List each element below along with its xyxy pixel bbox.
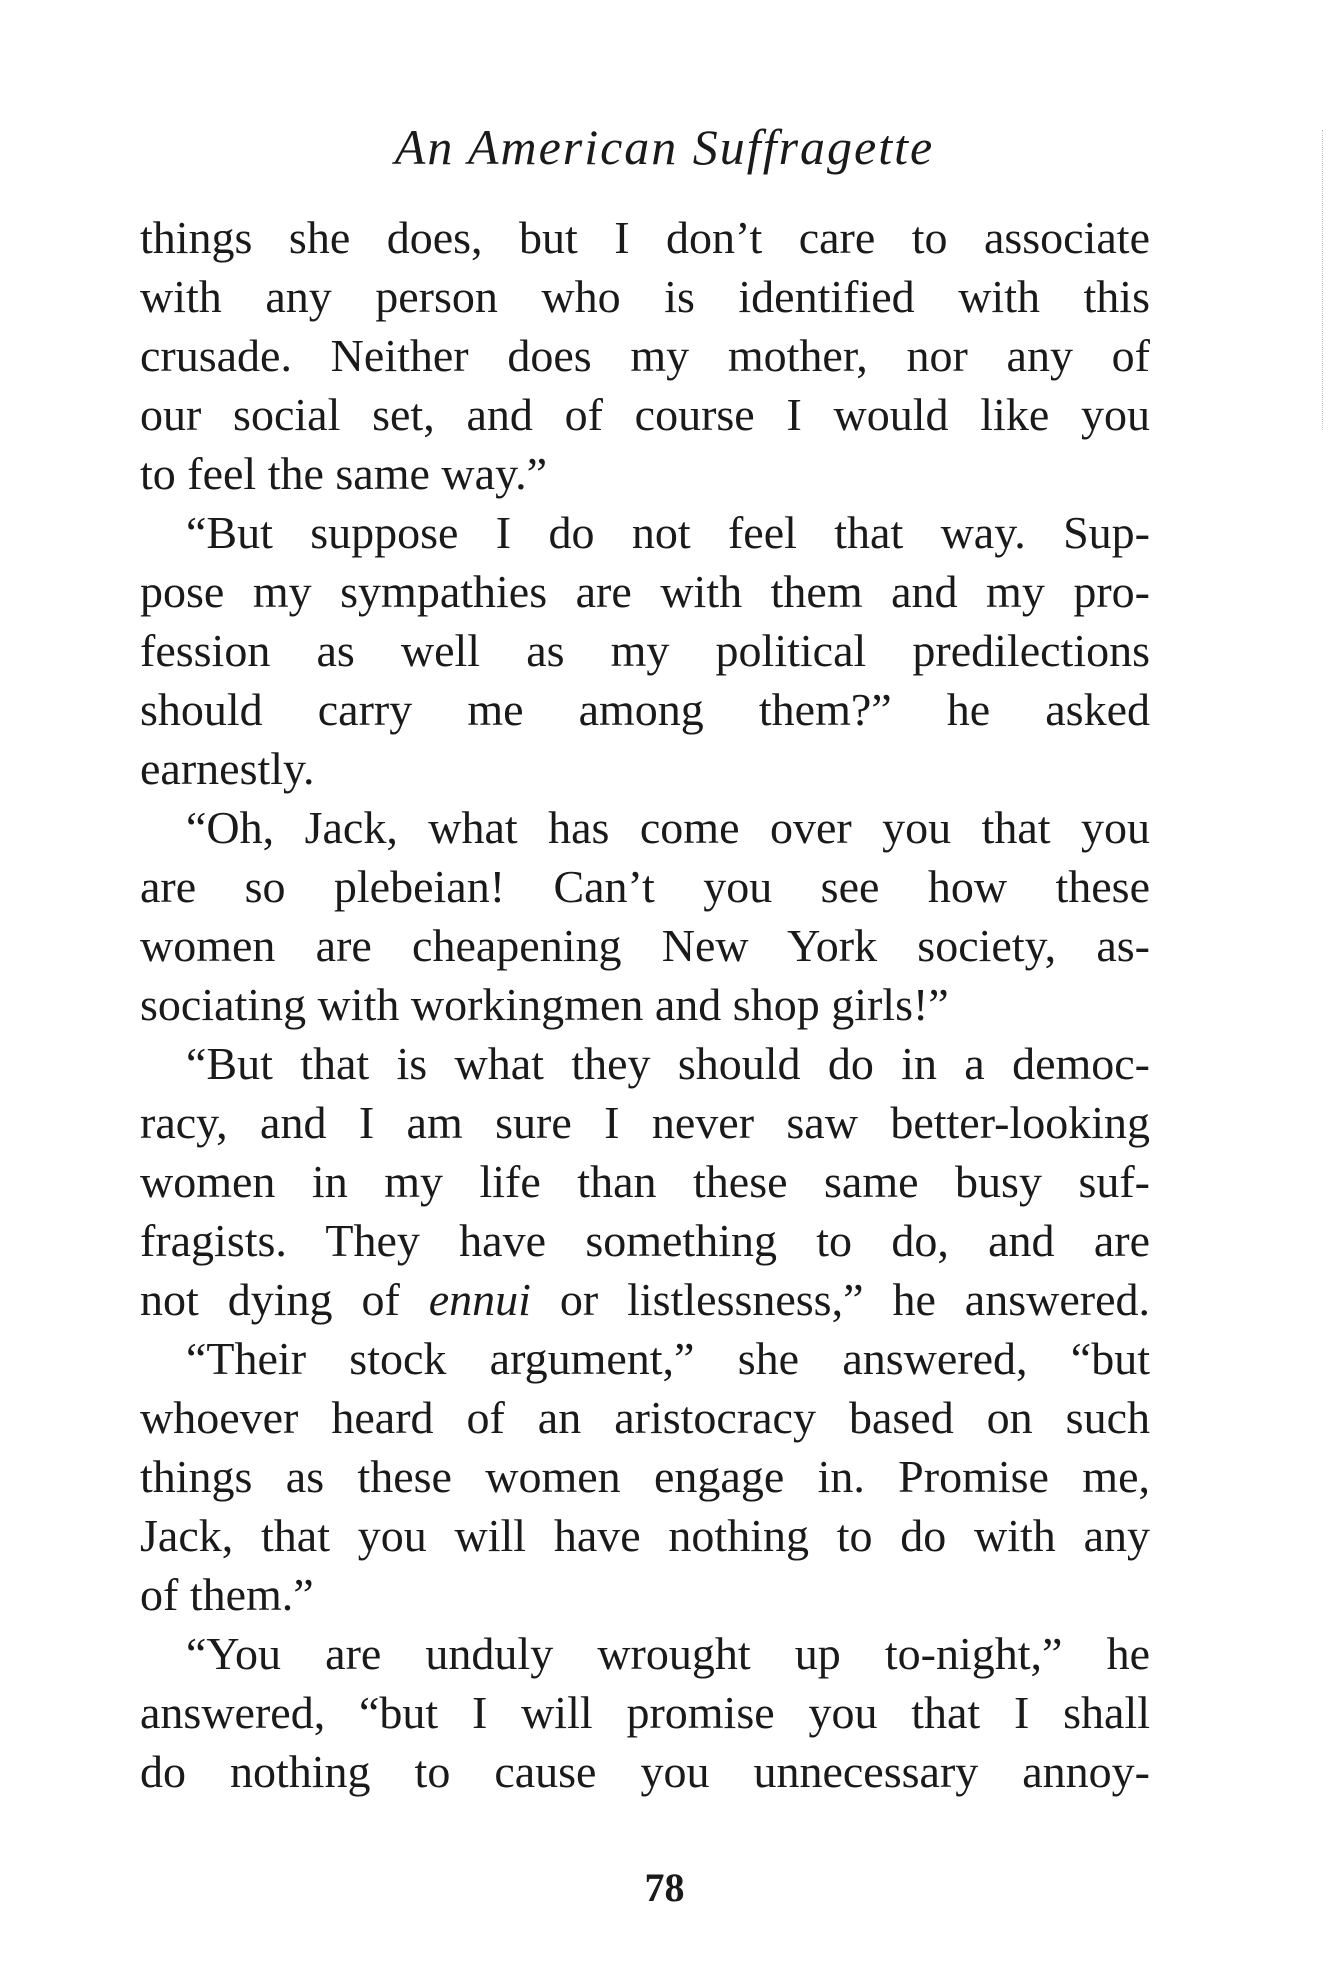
text-line: “Their stock argument,” she answered, “but [186, 1333, 1150, 1384]
text-line: should carry me among them?” he asked [140, 684, 1150, 735]
text-line: things as these women engage in. Promise me, [140, 1451, 1150, 1502]
paragraph [140, 798, 1150, 1034]
text-line: not dying of ennui or listlessness,” he answered. [140, 1274, 1150, 1325]
page-number: 78 [644, 1865, 685, 1910]
paragraph [140, 503, 1150, 798]
text-line: to feel the same way.” [140, 448, 547, 499]
text-line: of them.” [140, 1569, 314, 1620]
text-line: do nothing to cause you unnecessary annoy- [140, 1746, 1150, 1797]
text-line: “But suppose I do not feel that way. Sup- [186, 507, 1150, 558]
text-line: “But that is what they should do in a democ- [186, 1038, 1150, 1089]
text-line: crusade. Neither does my mother, nor any of [140, 330, 1150, 381]
text-line: sociating with workingmen and shop girls!” [140, 979, 949, 1030]
text-line: fragists. They have something to do, and are [140, 1215, 1150, 1266]
paragraph [140, 1329, 1150, 1624]
paragraph [140, 208, 1150, 503]
text-line: whoever heard of an aristocracy based on such [140, 1392, 1150, 1443]
text-line: “Oh, Jack, what has come over you that you [186, 802, 1150, 853]
text-line: racy, and I am sure I never saw better-looking [140, 1097, 1150, 1148]
italic-word: ennui [428, 1274, 531, 1325]
text-line: answered, “but I will promise you that I shall [140, 1687, 1150, 1738]
text-line: things she does, but I don’t care to associate [140, 212, 1150, 263]
text-line: are so plebeian! Can’t you see how these [140, 861, 1150, 912]
text-line: “You are unduly wrought up to-night,” he [186, 1628, 1150, 1679]
text-line: with any person who is identified with this [140, 271, 1150, 322]
paragraph [140, 1624, 1150, 1801]
text-line: Jack, that you will have nothing to do with any [140, 1510, 1150, 1561]
text-line: earnestly. [140, 743, 315, 794]
text-line: women are cheapening New York society, as- [140, 920, 1150, 971]
running-head: An American Suffragette [394, 119, 935, 175]
text-line: our social set, and of course I would like you [140, 389, 1150, 440]
body-text [140, 208, 1150, 1801]
text-line: pose my sympathies are with them and my pro- [140, 566, 1150, 617]
paragraph [140, 1034, 1150, 1329]
text-line: fession as well as my political predilections [140, 625, 1150, 676]
text-line: women in my life than these same busy suf- [140, 1156, 1150, 1207]
